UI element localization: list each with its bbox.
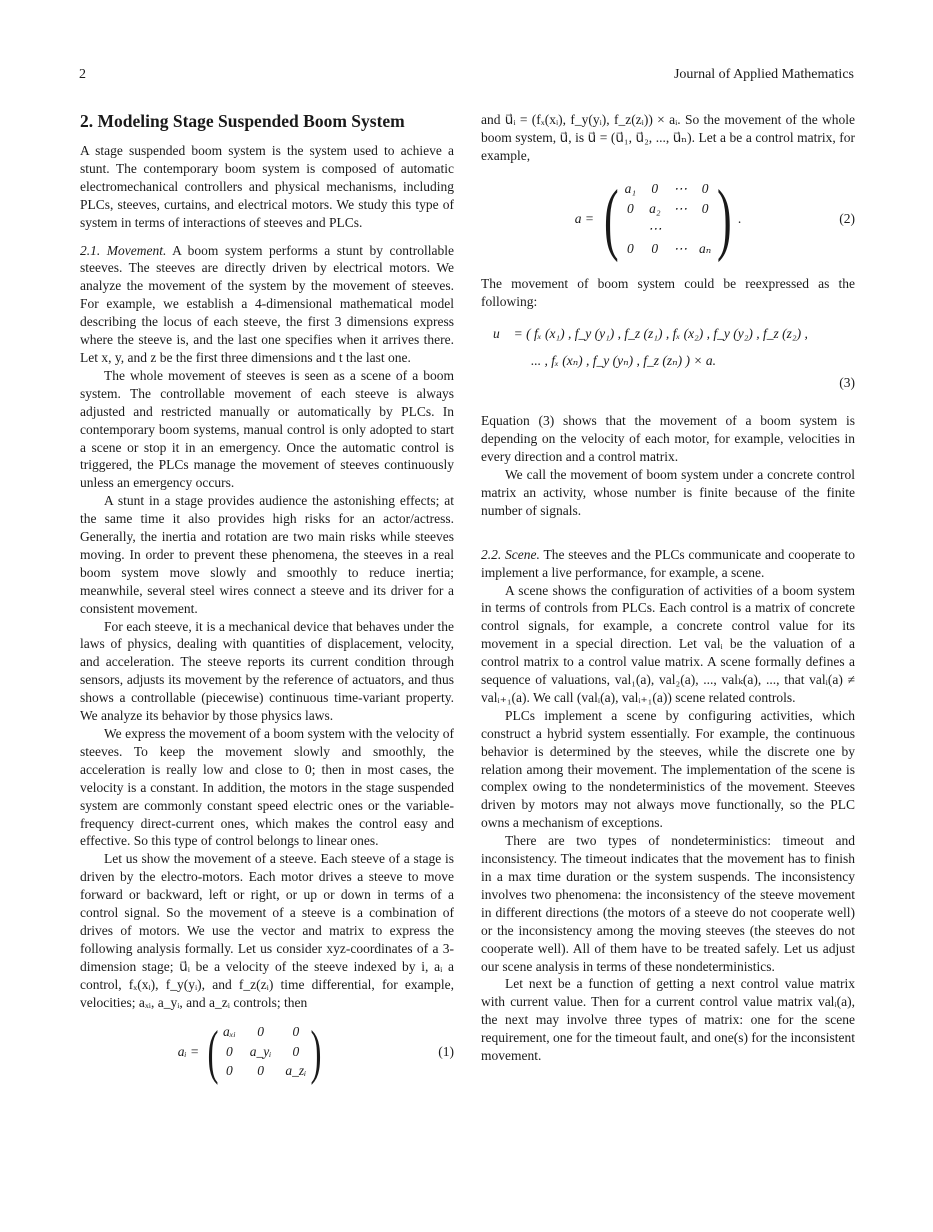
equation-1-number: (1)	[438, 1043, 454, 1059]
matrix-cell: ⋯	[648, 220, 662, 236]
paragraph-steeve-movement: Let us show the movement of a steeve. Each steeve of a stage is driven by the electro-motors. Each motor drives a steeve to move forward or backward, left or right, or up or down in terms of a control signal. So the movement of a steeve is a combination of drives of motors. We use the vector and matrix to express the following analysis formally. Let us consider xyz-coordinates of a 3-dimension stage; u⃗ᵢ be a velocity of the steeve indexed by i, aᵢ a control, fₓ(xᵢ), f_y(yᵢ), and f_z(zᵢ) time differential, for example, velocities; aₓᵢ, a_yᵢ, and a_zᵢ controls; then	[80, 851, 454, 1010]
paragraph-stunt-risks: A stunt in a stage provides audience the astonishing effects; at the same time it also provides high risks for an actor/actress. Generally, the inertia and rotation are two main risks while steeves moving. In order to prevent these phenomena, the steeves in a real boom system move slowly and smoothly to reduce inertia; meanwhile, several steel wires connect a steeve and its driver for a consistent movement.	[80, 493, 454, 616]
matrix-cell: ⋯	[673, 200, 688, 216]
matrix-cell: ⋯	[673, 240, 688, 256]
scene-paragraph: 2.2. Scene. The steeves and the PLCs communicate and cooperate to implement a live performance, for example, a scene.	[481, 546, 855, 580]
matrix-cell: 0	[292, 1043, 300, 1059]
equation-2-matrix	[625, 180, 712, 258]
intro-paragraph: A stage suspended boom system is the system used to achieve a stunt. The contemporary boom system is composed of automatic electromechanical controllers and physical mechanisms, including PLCs, steeves, curtains, and electrical motors. We study this type of system in terms of interactions of steeves and PLCs.	[80, 143, 454, 230]
paragraph-reexpressed: The movement of boom system could be reexpressed as the following:	[481, 275, 855, 309]
matrix-cell: 0	[651, 240, 659, 256]
matrix-cell: ⋯	[673, 180, 688, 196]
right-column	[481, 111, 855, 1065]
subsection-heading-scene: 2.2. Scene.	[481, 546, 540, 562]
left-paren: (	[603, 174, 619, 263]
journal-name: Journal of Applied Mathematics	[673, 67, 854, 82]
equation-1-lhs: aᵢ =	[177, 1043, 200, 1059]
matrix-cell	[699, 220, 711, 238]
subsection-heading-movement: 2.1. Movement.	[80, 242, 167, 258]
right-paren: )	[310, 1018, 322, 1085]
right-paren: )	[717, 174, 732, 263]
equation-2-period: .	[737, 210, 742, 226]
matrix-cell: 0	[226, 1063, 233, 1079]
matrix-cell: 0	[257, 1023, 264, 1039]
equation-2-number: (2)	[839, 210, 855, 226]
page-number: 2	[79, 67, 86, 82]
section-title: 2. Modeling Stage Suspended Boom System	[80, 111, 405, 131]
matrix-cell: 0	[257, 1063, 264, 1079]
equation-1	[80, 1018, 454, 1085]
matrix-cell: aₙ	[699, 240, 712, 256]
matrix-cell: a_zᵢ	[285, 1063, 307, 1079]
matrix-cell: 0	[651, 180, 659, 196]
paragraph-nondeterministics: There are two types of nondeterministics: timeout and inconsistency. The timeout indicates that the movement has to finish in a max time duration or the system suspends. The inconsistency involves two phenomena: the inconsistency of the steeve movement in different directions (the motors of a steeve do not cooperate well) or the inconsistency among the moving steeves (the steeves do not cooperate well). All of them have to be treated safely. Let us adjust our scene analysis in terms of these nondeterministics.	[481, 833, 855, 974]
paragraph-velocity: We express the movement of a boom system with the velocity of steeves. To keep the movement slowly and smoothly, the acceleration is really low and close to 0; then in most cases, the velocity is a constant. In addition, the motors in the stage suspended system are commonly constant speed electric ones or the variable-frequency direct-current ones, which makes the control easy and effective. So this type of control belongs to linear ones.	[80, 726, 454, 849]
paragraph-equation-3-explained: Equation (3) shows that the movement of a boom system is depending on the velocity of each motor, for example, velocities in every direction and a control matrix.	[481, 413, 855, 465]
paragraph-scene-configuration: A scene shows the configuration of activities of a boom system in terms of controls from PLCs. Each control is a matrix of concrete control signals, for example, a concrete control value for its movement in a special direction. Let valᵢ be the valuation of a control matrix to a control value matrix. A scene formally defines a sequence of valuations, val₁(a), val₂(a), ..., valₖ(a), ..., that valᵢ(a) ≠ valᵢ₊₁(a). We call (valᵢ(a), valᵢ₊₁(a)) scene related controls.	[481, 582, 855, 705]
paragraph-scene-of-boom: The whole movement of steeves is seen as a scene of a boom system. The controllable movement of each steeve is always adjusted and restricted manually or automatically by PLCs. In contemporary boom systems, manual control is only adopted to start a scene or stop it in an emergency. Once the automatic control is triggered, the PLCs manage the movement of steeves continuously unless an emergency occurs.	[80, 367, 454, 491]
matrix-cell: a₂	[649, 200, 661, 216]
matrix-cell: 0	[292, 1023, 300, 1039]
matrix-cell: a₁	[624, 180, 637, 196]
equation-3	[481, 325, 855, 393]
matrix-cell	[625, 220, 636, 238]
paragraph-activity: We call the movement of boom system under a concrete control matrix an activity, whose number is finite because of the finite number of signals.	[481, 466, 855, 518]
equation-1-matrix	[223, 1023, 306, 1081]
matrix-cell: 0	[626, 200, 634, 216]
equation-3-line-1: u⃗ = ( fₓ (x₁) , f_y (y₁) , f_z (z₁) , fₓ (x₂) , f_y (y₂) , f_z (z₂) ,	[493, 325, 808, 341]
paragraph-steeve-physics: For each steeve, it is a mechanical device that behaves under the laws of physics, dealing with quantities of displacement, velocity, and acceleration. The steeve reports its current condition through sensors, adjusts its movement by the reference of actuators, and thus shows a controllable (piecewise) continuous time-variant property. We analyze its behavior by those physics laws.	[80, 618, 454, 724]
paragraph-control-vector: and u⃗ᵢ = (fₓ(xᵢ), f_y(yᵢ), f_z(zᵢ)) × aᵢ. So the movement of the whole boom system, u⃗, is u⃗ = (u⃗₁, u⃗₂, ..., u⃗ₙ). Let a be a control matrix, for example,	[481, 112, 855, 163]
equation-2	[481, 174, 855, 263]
left-column	[80, 111, 454, 1092]
equation-3-number: (3)	[839, 375, 855, 391]
paragraph-next-function: Let next be a function of getting a next control value matrix with current value. Then for a current control value matrix valᵢ(a), the next may involve three types of matrix: one for the scene requirement, one for the timeout fault, and one(s) for the inconsistent movement.	[481, 976, 855, 1064]
matrix-cell: 0	[701, 200, 709, 216]
movement-paragraph: 2.1. Movement. A boom system performs a stunt by controllable steeves. The steeves are directly driven by electrical motors. We analyze the movement of the system by the movement of steeves. For example, we establish a 4-dimensional mathematical model describing the locus of each steeve, the first 3 dimensions express where the steeve is, and the last one specifies when it arrives there. Let x, y, and z be the first three dimensions and t the last one.	[80, 242, 454, 365]
equation-3-line-2: ... , fₓ (xₙ) , f_y (yₙ) , f_z (zₙ) ) × a.	[531, 353, 716, 369]
matrix-cell: a_yᵢ	[249, 1043, 272, 1059]
matrix-cell	[674, 220, 688, 238]
left-paren: (	[207, 1018, 219, 1085]
paragraph-hybrid-system: PLCs implement a scene by configuring activities, which construct a hybrid system essentially. For example, the continuous behavior is determined by the steeves, while the discrete one by relation among their movement. The implementation of the scene is complex owing to the nondeterministics of the movement. Steeves driven by motors may not always move functionally, so the PLC owns a mechanism of exceptions.	[481, 707, 855, 831]
matrix-cell: 0	[626, 240, 634, 256]
matrix-cell: aₓᵢ	[223, 1023, 236, 1039]
matrix-cell: 0	[701, 180, 709, 196]
equation-2-lhs: a =	[574, 210, 594, 226]
matrix-cell: 0	[226, 1043, 233, 1059]
